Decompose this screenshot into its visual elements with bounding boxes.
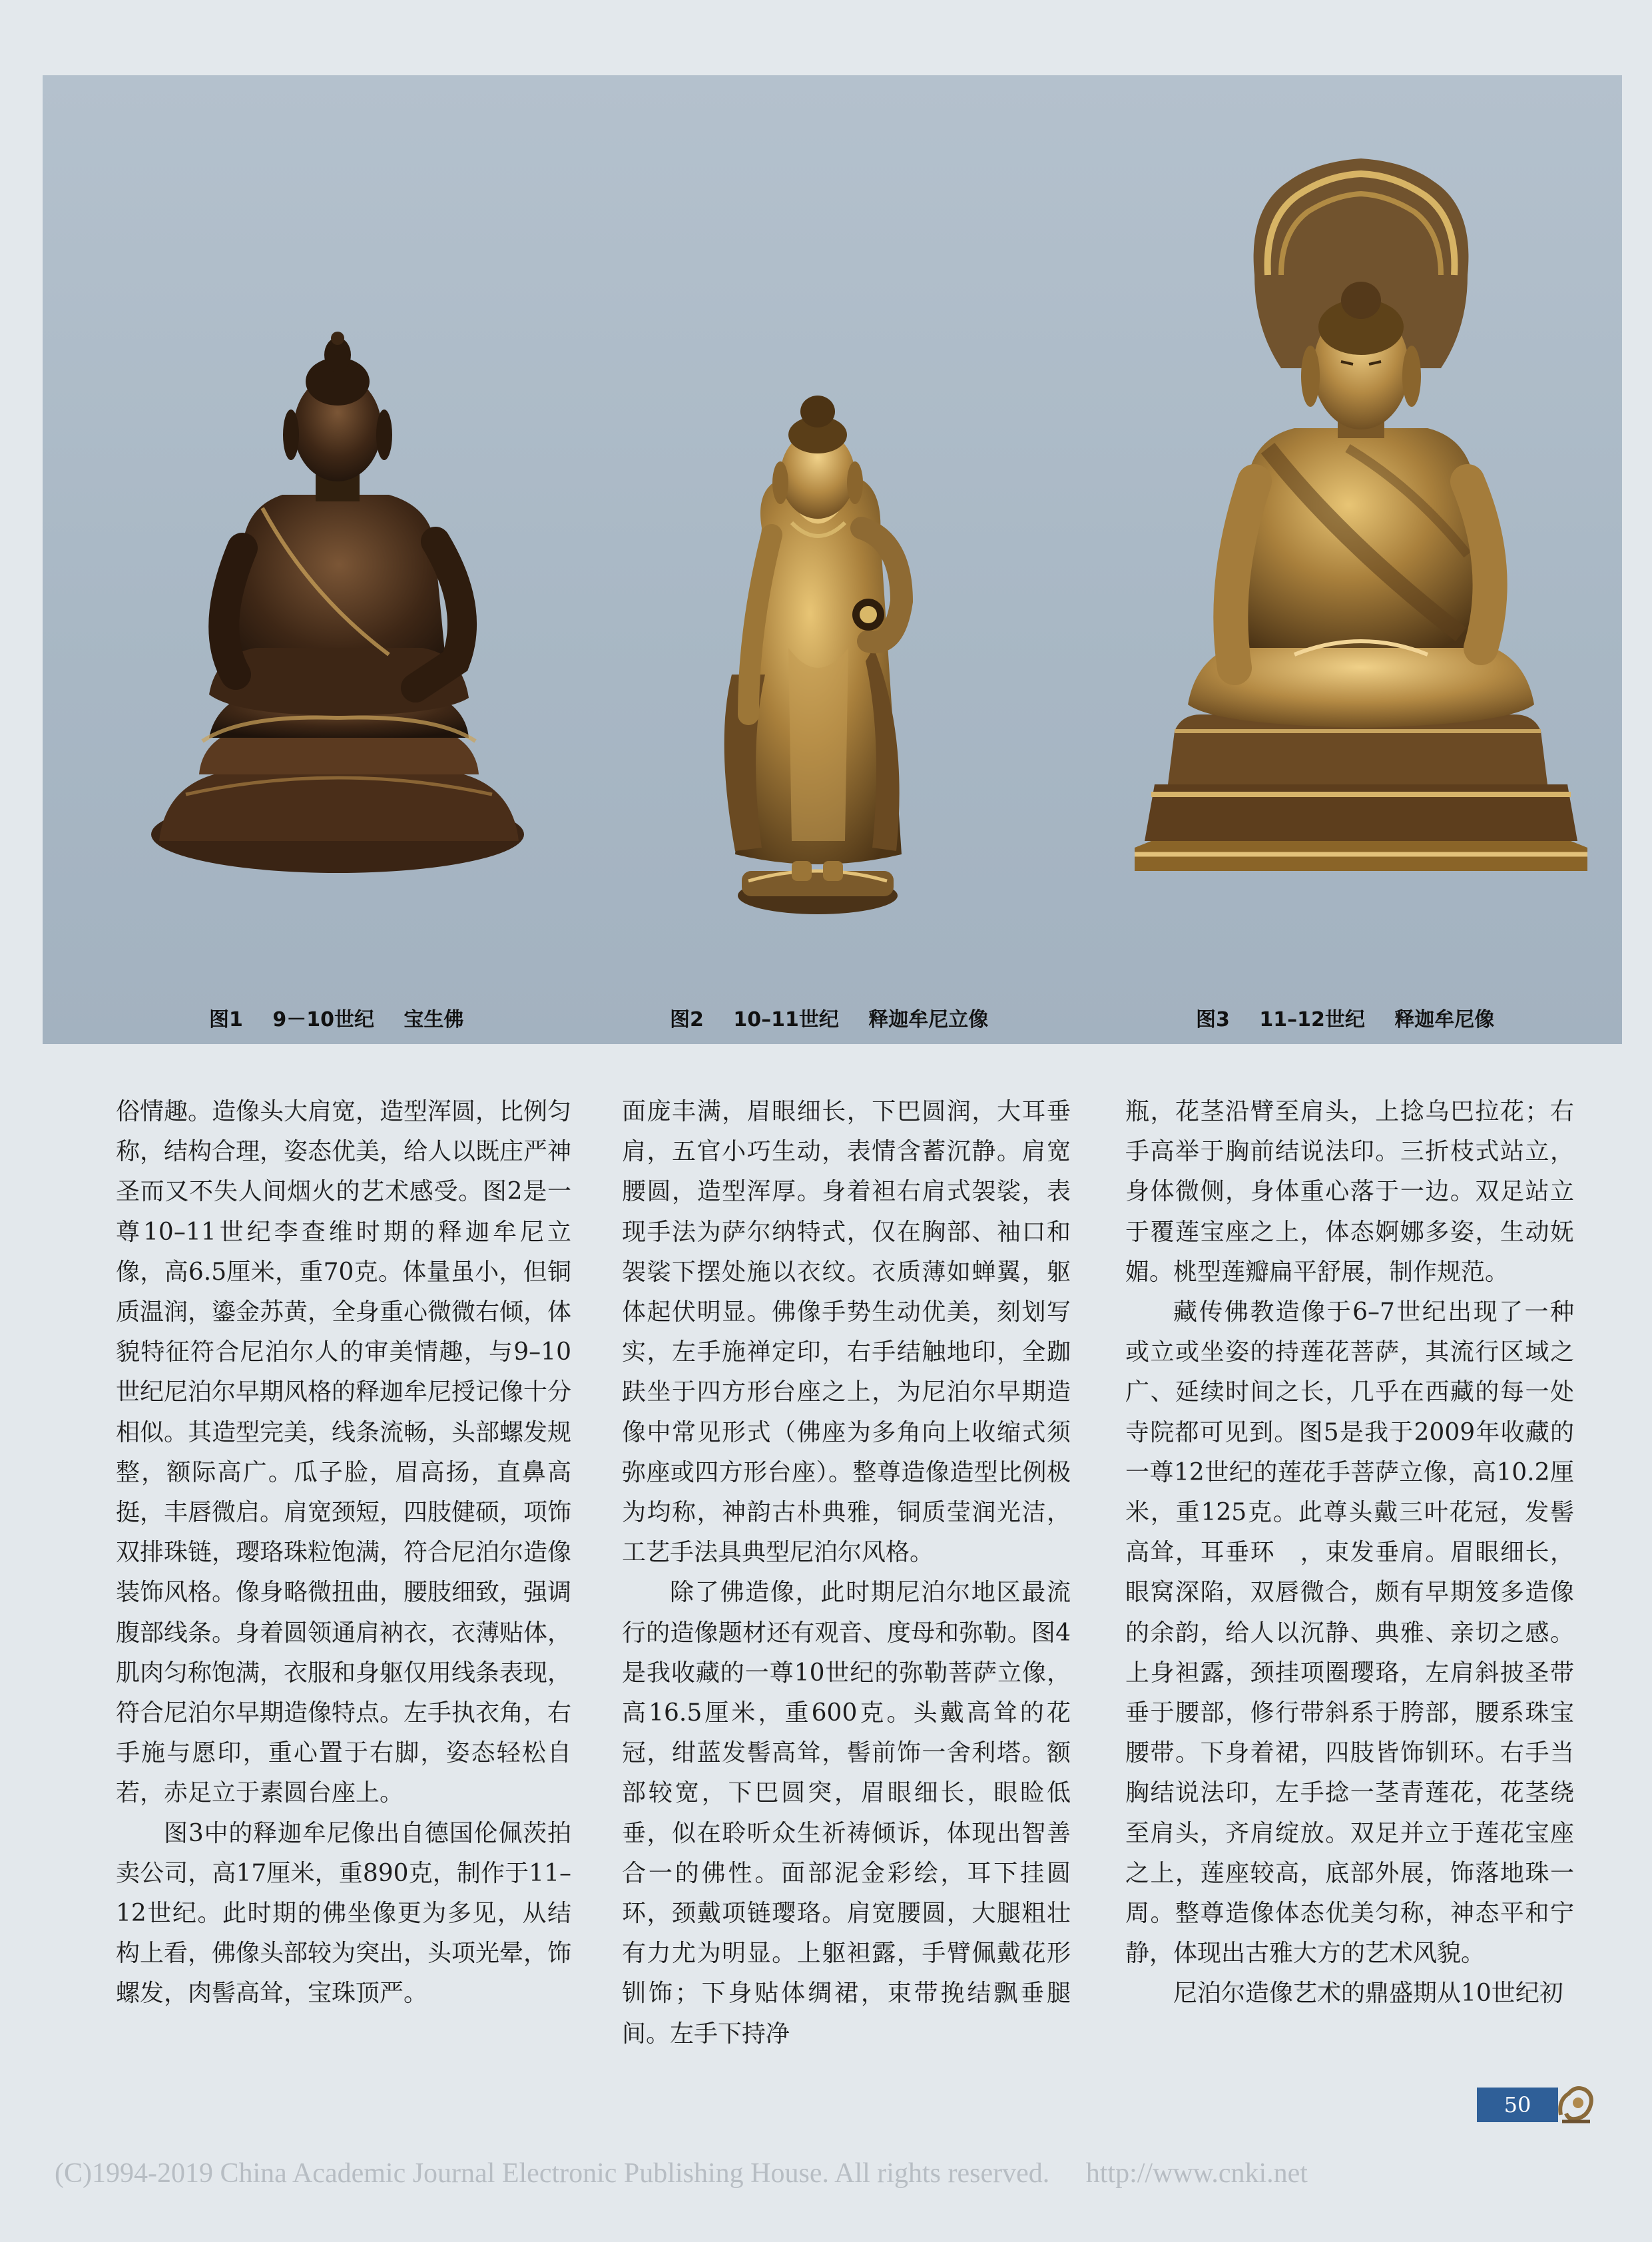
ornament-icon (1555, 2080, 1597, 2127)
statue-photograph (43, 75, 1622, 1044)
figure-1-date: 9－10世纪 (272, 1008, 374, 1031)
paragraph: 俗情趣。造像头大肩宽，造型浑圆，比例匀称，结构合理，姿态优美，给人以既庄严神圣而又不失人间烟火的艺术感受。图2是一尊10–11世纪李查维时期的释迦牟尼立像，高6.5厘米，重70克。体量虽小，但铜质温润，鎏金苏黄，全身重心微微右倾，体貌特征符合尼泊尔人的审美情趣，与9–10世纪尼泊尔早期风格的释迦牟尼授记像十分相似。其造型完美，线条流畅，头部螺发规整，额际高广。瓜子脸，眉高扬，直鼻高挺，丰唇微启。肩宽颈短，四肢健硕，项饰双排珠链，璎珞珠粒饱满，符合尼泊尔造像装饰风格。像身略微扭曲，腰肢细致，强调腹部线条。身着圆领通肩衲衣，衣薄贴体，肌肉匀称饱满，衣服和身躯仅用线条表现，符合尼泊尔早期造像特点。左手执衣角，右手施与愿印，重心置于右脚，姿态轻松自若，赤足立于素圆台座上。 (116, 1098, 572, 1807)
footer (55, 2157, 1308, 2189)
figure-2-date: 10–11世纪 (733, 1008, 839, 1031)
figure-2-statue (724, 396, 902, 914)
figure-1-statue (151, 332, 524, 873)
text-column-3 (1125, 1092, 1574, 2014)
copyright-text: (C)1994-2019 China Academic Journal Electronic Publishing House. All rights reserved. (55, 2158, 1050, 2189)
figure-3-statue (1135, 158, 1587, 871)
paragraph: 面庞丰满，眉眼细长，下巴圆润，大耳垂肩，五官小巧生动，表情含蓄沉静。肩宽腰圆，造型浑厚。身着袒右肩式袈裟，表现手法为萨尔纳特式，仅在胸部、袖口和袈裟下摆处施以衣纹。衣质薄如蝉翼，躯体起伏明显。佛像手势生动优美，刻划写实，左手施禅定印，右手结触地印，全跏趺坐于四方形台座之上，为尼泊尔早期造像中常见形式（佛座为多角向上收缩式须弥座或四方形台座）。整尊造像造型比例极为均称，神韵古朴典雅，铜质莹润光洁，工艺手法具典型尼泊尔风格。 (622, 1098, 1071, 1567)
paragraph: 尼泊尔造像艺术的鼎盛期从10世纪初 (1173, 1980, 1563, 2008)
text-column-2 (622, 1092, 1071, 2054)
figure-1-number: 图1 (209, 1008, 243, 1031)
paragraph: 除了佛造像，此时期尼泊尔地区最流行的造像题材还有观音、度母和弥勒。图4是我收藏的一尊10世纪的弥勒菩萨立像，高16.5厘米，重600克。头戴高耸的花冠，绀蓝发髻高耸，髻前饰一舍利塔。额部较宽，下巴圆突，眉眼细长，眼睑低垂，似在聆听众生祈祷倾诉，体现出智善合一的佛性。面部泥金彩绘，耳下挂圆环，颈戴项链璎珞。肩宽腰圆，大腿粗壮有力尤为明显。上躯袒露，手臂佩戴花形钏饰；下身贴体绸裙，束带挽结飘垂腿间。左手下持净 (622, 1579, 1071, 2048)
figure-1-caption (209, 1003, 486, 1032)
footer-url: http://www.cnki.net (1085, 2158, 1308, 2189)
text-column-1 (116, 1092, 571, 2014)
figure-2-title: 释迦牟尼立像 (868, 1008, 989, 1031)
paragraph: 藏传佛教造像于6–7世纪出现了一种或立或坐姿的持莲花菩萨，其流行区域之广、延续时间之长，几乎在西藏的每一处寺院都可见到。图5是我于2009年收藏的一尊12世纪的莲花手菩萨立像，高10.2厘米，重125克。此尊头戴三叶花冠，发髻高耸，耳垂环 ，束发垂肩。眉眼细长，眼窝深陷，双唇微合，颇有早期笈多造像的余韵，给人以沉静、典雅、亲切之感。上身袒露，颈挂项圈璎珞，左肩斜披圣带垂于腰部，修行带斜系于胯部，腰系珠宝腰带。下身着裙，四肢皆饰钏环。右手当胸结说法印，左手捻一茎青莲花，花茎绕至肩头，齐肩绽放。双足并立于莲花宝座之上，莲座较高，底部外展，饰落地珠一周。整尊造像体态优美匀称，神态平和宁静，体现出古雅大方的艺术风貌。 (1125, 1298, 1574, 1968)
figure-2-caption (670, 1003, 1011, 1032)
figure-3-title: 释迦牟尼像 (1394, 1008, 1495, 1031)
figure-2-number: 图2 (670, 1008, 704, 1031)
figure-3-date: 11–12世纪 (1259, 1008, 1365, 1031)
page-number: 50 (1477, 2088, 1558, 2122)
paragraph: 图3中的释迦牟尼像出自德国伦佩茨拍卖公司，高17厘米，重890克，制作于11–12世纪。此时期的佛坐像更为多见，从结构上看，佛像头部较为突出，头项光晕，饰螺发，肉髻高耸，宝珠顶严。 (116, 1819, 572, 2008)
paragraph: 瓶，花茎沿臂至肩头，上捻乌巴拉花；右手高举于胸前结说法印。三折枝式站立，身体微侧，身体重心落于一边。双足站立于覆莲宝座之上，体态婀娜多姿，生动妩媚。桃型莲瓣扁平舒展，制作规范。 (1125, 1098, 1574, 1286)
figure-3-number: 图3 (1196, 1008, 1230, 1031)
photo-panel (43, 75, 1622, 1044)
figure-3-caption (1196, 1003, 1517, 1032)
figure-1-title: 宝生佛 (404, 1008, 464, 1031)
